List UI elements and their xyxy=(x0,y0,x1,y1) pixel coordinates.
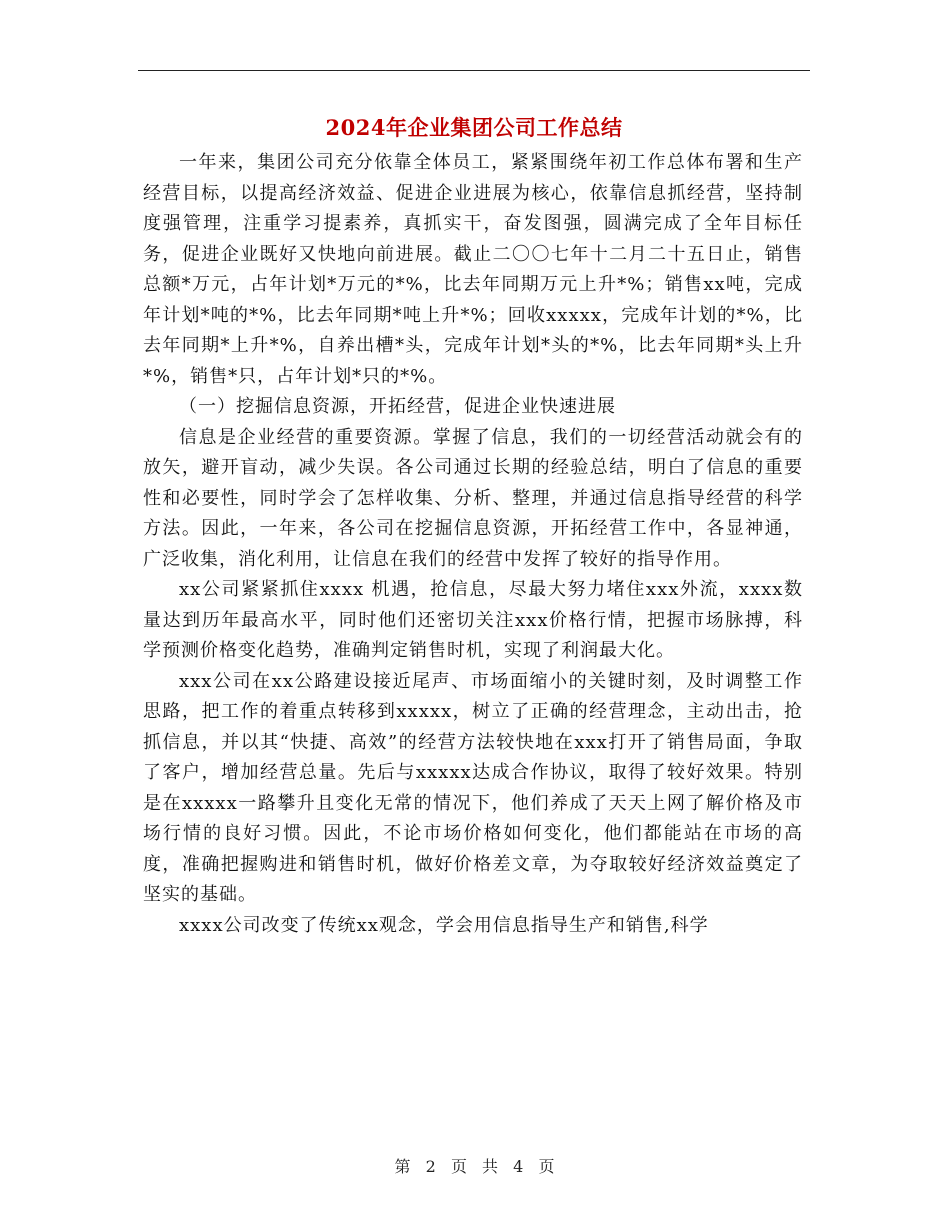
footer-label-unit: 页 xyxy=(450,1157,468,1176)
footer-current-page: 2 xyxy=(425,1157,437,1176)
paragraph-xx-company: xx公司紧紧抓住xxxx 机遇，抢信息，尽最大努力堵住xxx外流，xxxx数量达到历年最高水平，同时他们还密切关注xxx价格行情，把握市场脉搏，科学预测价格变化趋势，准确判定销售时机，实现了利润最大化。 xyxy=(143,579,803,661)
header-rule xyxy=(138,70,810,71)
footer-label-page: 第 xyxy=(394,1157,412,1176)
document-body xyxy=(143,148,803,941)
paragraph-intro: 一年来，集团公司充分依靠全体员工，紧紧围绕年初工作总体布署和生产经营目标，以提高经济效益、促进企业进展为核心，依靠信息抓经营，坚持制度强管理，注重学习提素养，真抓实干，奋发图强，圆满完成了全年目标任务，促进企业既好又快地向前进展。截止二〇〇七年十二月二十五日止，销售总额*万元，占年计划*万元的*%，比去年同期万元上升*%；销售xx吨，完成年计划*吨的*%，比去年同期*吨上升*%；回收xxxxx，完成年计划的*%，比去年同期*上升*%，自养出槽*头，完成年计划*头的*%，比去年同期*头上升*%，销售*只，占年计划*只的*%。 xyxy=(143,152,803,387)
page-footer xyxy=(0,1154,950,1177)
footer-label-total: 共 xyxy=(482,1157,500,1176)
footer-total-pages: 4 xyxy=(513,1157,525,1176)
paragraph-xxx-company: xxx公司在xx公路建设接近尾声、市场面缩小的关键时刻，及时调整工作思路，把工作的着重点转移到xxxxx，树立了正确的经营理念，主动出击，抢抓信息，并以其“快捷、高效”的经营方法较快地在xxx打开了销售局面，争取了客户，增加经营总量。先后与xxxxx达成合作协议，取得了较好效果。特别是在xxxxx一路攀升且变化无常的情况下，他们养成了天天上网了解价格及市场行情的良好习惯。因此，不论市场价格如何变化，他们都能站在市场的高度，准确把握购进和销售时机，做好价格差文章，为夺取较好经济效益奠定了坚实的基础。 xyxy=(143,670,803,905)
section-heading-1: （一）挖掘信息资源，开拓经营，促进企业快速进展 xyxy=(179,396,616,417)
footer-label-unit2: 页 xyxy=(538,1157,556,1176)
paragraph-xxxx-company: xxxx公司改变了传统xx观念，学会用信息指导生产和销售,科学 xyxy=(179,914,709,936)
paragraph-information: 信息是企业经营的重要资源。掌握了信息，我们的一切经营活动就会有的放矢，避开盲动，减少失误。各公司通过长期的经验总结，明白了信息的重要性和必要性，同时学会了怎样收集、分析、整理，并通过信息指导经营的科学方法。因此，一年来，各公司在挖掘信息资源，开拓经营工作中，各显神通，广泛收集，消化利用，让信息在我们的经营中发挥了较好的指导作用。 xyxy=(143,426,803,570)
document-title: 2024年企业集团公司工作总结 xyxy=(325,115,623,140)
